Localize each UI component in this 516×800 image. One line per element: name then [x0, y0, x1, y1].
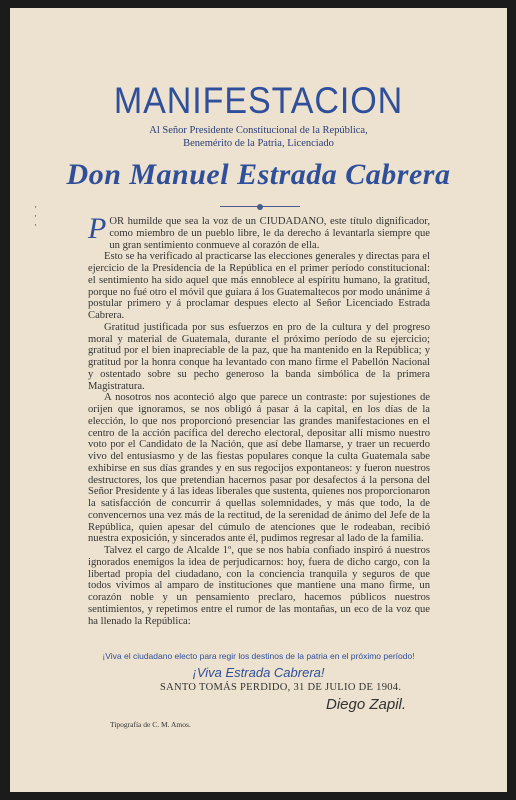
signature: Diego Zapil. — [326, 696, 407, 713]
viva-line: ¡Viva el ciudadano electo para regir los destinos de la patria en el próximo período! — [102, 651, 415, 661]
paragraph-3: Gratitud justificada por sus esfuerzos en pro de la cultura y del progreso moral y material de Guatemala, durante el próximo período de su ejercicio; gratitud por el bien inapreciable de la paz, que ha mantenido en la República; y gratitud por la honra conque ha levantado con mano firme el Pabellón Nacional y ostentado sobre su pecho generoso la banda simbólica de la primera Magistratura. — [88, 321, 430, 392]
paragraph-1-text: OR humilde que sea la voz de un CIUDADANO, este título dignificador, como miembro de un pueblo libre, le da derecho á levantarla siempre que un gran sentimiento conmueve al corazón de ella. — [109, 216, 430, 251]
punch-marks: · · · — [34, 202, 37, 230]
paragraph-5: Talvez el cargo de Alcalde 1º, que se nos había confiado inspiró á nuestros ignorados enemigos la idea de perjudicarnos: hoy, fuera de dicho cargo, con la libertad propia del ciudadano, con la conciencia tranquila y seguros de que todos vivimos al amparo de instituciones que mantiene una mano firme, un corazón noble y un pensamiento preclaro, hacemos públicos nuestros sentimientos, y repetimos entre el rumor de las montañas, un eco de la voz que ha llenado la República: — [88, 545, 430, 627]
dedication — [10, 124, 507, 150]
dedication-line-2: Benemérito de la Patria, Licenciado — [183, 138, 334, 149]
viva-name: ¡Viva Estrada Cabrera! — [192, 665, 325, 680]
document-page — [10, 8, 507, 792]
ornament-divider — [220, 204, 300, 210]
paragraph-4: A nosotros nos aconteció algo que parece un contraste: por sujestiones de orijen que ignoramos, se nos obligó á pasar á la capital, en los días de la elección, lo que nos proporcionó presenciar las grandes manifestaciones en el centro de la acción pacífica del derecho electoral, depositar allí mismo nuestro voto por el Candidato de la Nación, que así debe llamarse, y traer un recuerdo vivo del entusiasmo y de las fiestas populares conque la culta Guatemala sabe exhibirse en sus días grandes y en sus regocijos expontaneos: y fueron nuestros destructores, los que pretendian hacernos pasar por desafectos á la persona del Señor Presidente y á las ideas liberales que sustenta, quienes nos proporcionaron la satisfacción de concurrir á quellas solemnidades, y más que todo, la de convencernos una vez más de la rectitud, de la serenidad de ánimo del Jefe de la República, quien apesar del cúmulo de atenciones que le rodeaban, recibió nuestra exposición, y sincerados ante él, pudimos regresar al lado de la familia. — [88, 392, 430, 545]
honoree-name: Don Manuel Estrada Cabrera — [66, 158, 451, 191]
paragraph-1 — [88, 212, 430, 251]
drop-cap: P — [88, 212, 107, 245]
document-title: MANIFESTACION — [113, 80, 404, 121]
printer-credit: Tipografía de C. M. Amos. — [110, 720, 191, 729]
paragraph-2: Esto se ha verificado al practicarse las elecciones generales y directas para el ejercicio de la Presidencia de la República en el primer período constitucional: el sentimiento ha sido aquel que más ennoblece al espíritu humano, la gratitud, porque no fué otro el móvil que guiara á los Guatemaltecos por modo unánime á postular primero y á proclamar despues electo al Señor Licenciado Estrada Cabrera. — [88, 251, 430, 321]
manifesto-body — [88, 212, 430, 627]
dedication-line-1: Al Señor Presidente Constitucional de la República, — [149, 125, 368, 136]
place-date: SANTO TOMÁS PERDIDO, 31 DE JULIO DE 1904. — [160, 682, 402, 693]
